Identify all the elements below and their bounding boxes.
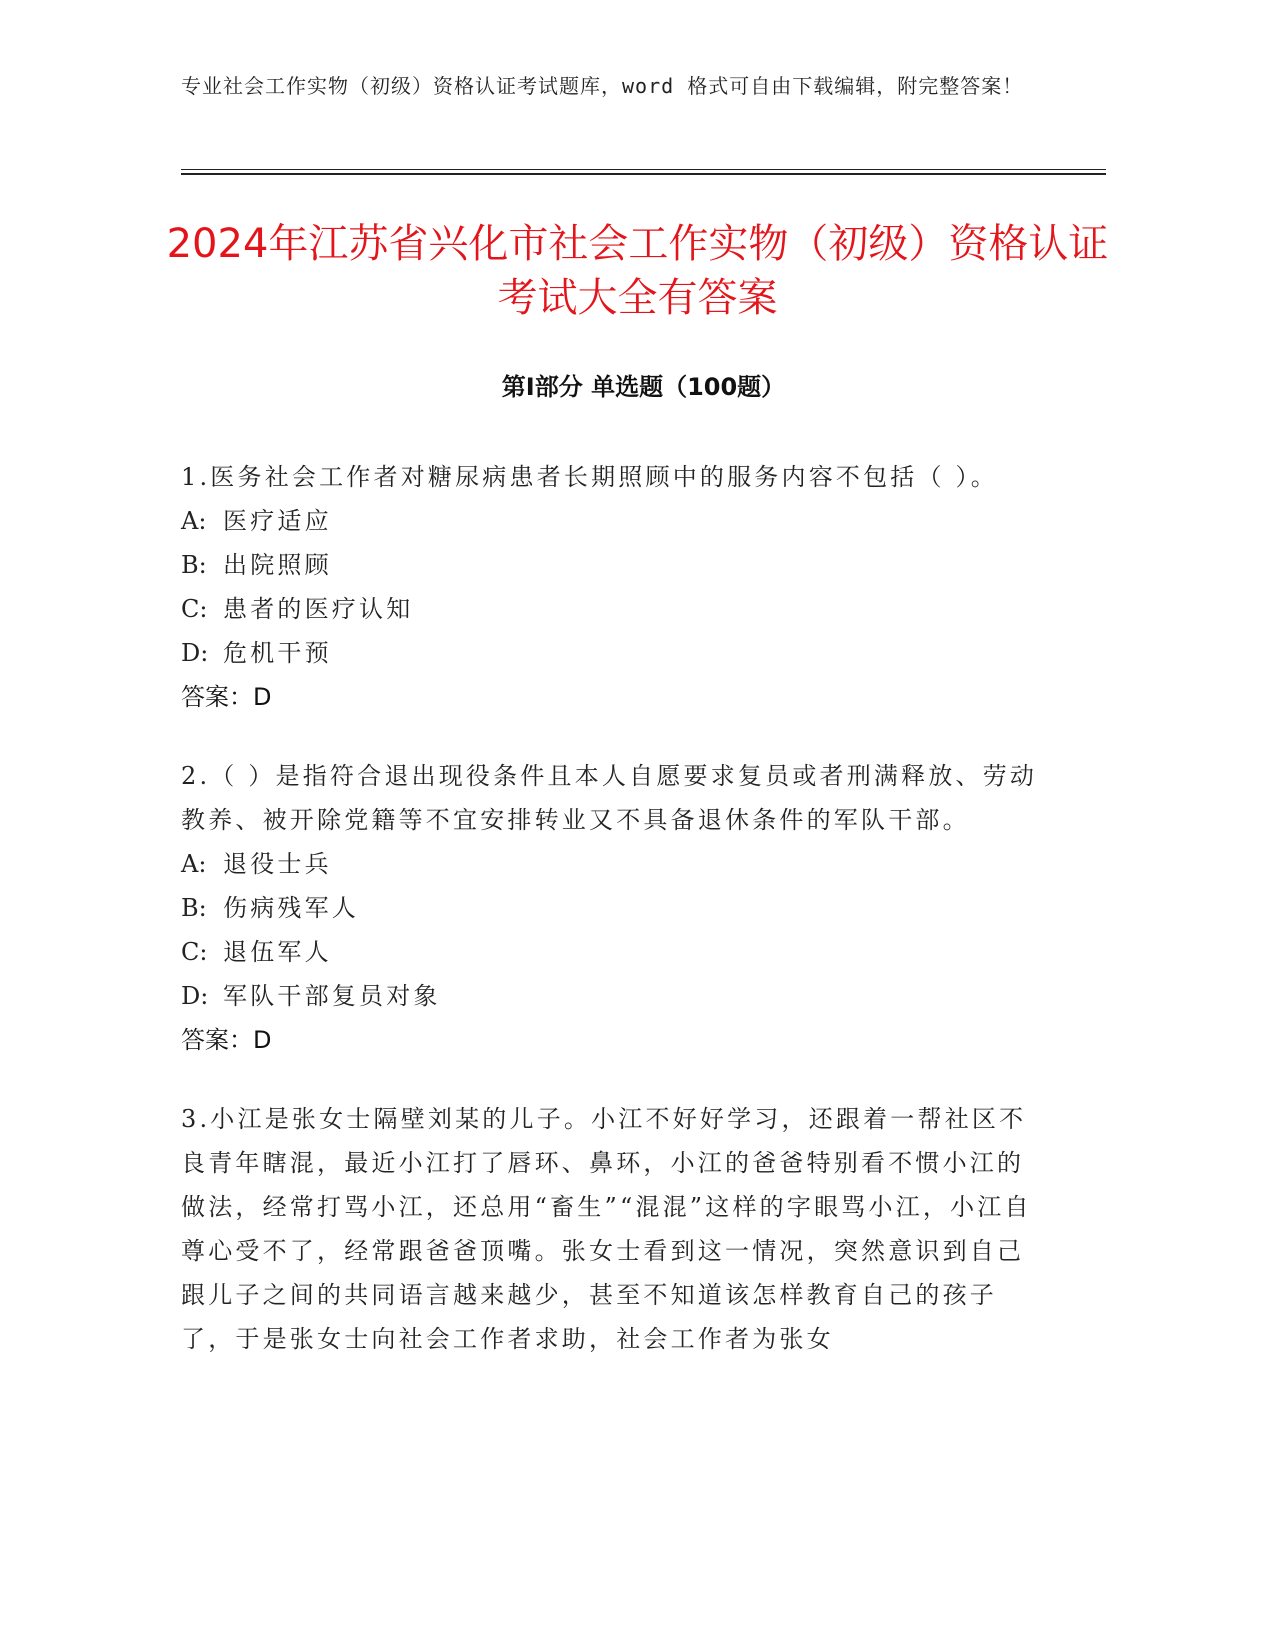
question-1 bbox=[181, 455, 1041, 719]
question-list bbox=[181, 455, 1041, 1396]
option-text: 医疗适应 bbox=[223, 507, 332, 535]
option-letter: B: bbox=[181, 551, 207, 579]
section-title: 第Ⅰ部分 单选题（100题） bbox=[501, 373, 786, 401]
answer-line: 答案：D bbox=[181, 683, 272, 711]
option-b bbox=[181, 886, 1041, 930]
question-2 bbox=[181, 754, 1041, 1062]
option-c bbox=[181, 930, 1041, 974]
option-text: 退役士兵 bbox=[223, 850, 332, 878]
option-letter: C: bbox=[181, 938, 208, 966]
question-stem: 3.小江是张女士隔壁刘某的儿子。小江不好好学习，还跟着一帮社区不良青年瞎混，最近小江打了唇环、鼻环，小江的爸爸特别看不惯小江的做法，经常打骂小江，还总用“畜生”“混混”这样的字眼骂小江，小江自尊心受不了，经常跟爸爸顶嘴。张女士看到这一情况，突然意识到自己跟儿子之间的共同语言越来越少，甚至不知道该怎样教育自己的孩子了，于是张女士向社会工作者求助，社会工作者为张女 bbox=[181, 1105, 1032, 1353]
answer-line: 答案：D bbox=[181, 1026, 272, 1054]
option-text: 伤病残军人 bbox=[223, 894, 359, 922]
option-a bbox=[181, 499, 1041, 543]
question-stem: 2.（ ）是指符合退出现役条件且本人自愿要求复员或者刑满释放、劳动教养、被开除党籍等不宜安排转业又不具备退休条件的军队干部。 bbox=[181, 762, 1038, 834]
option-letter: A: bbox=[181, 507, 207, 535]
option-text: 出院照顾 bbox=[223, 551, 332, 579]
header-rule-thin bbox=[181, 169, 1106, 170]
header-note: 专业社会工作实物（初级）资格认证考试题库，word 格式可自由下载编辑，附完整答案！ bbox=[181, 74, 1024, 98]
option-d bbox=[181, 974, 1041, 1018]
option-letter: A: bbox=[181, 850, 207, 878]
header-rule-thick bbox=[181, 173, 1106, 175]
option-letter: D: bbox=[181, 982, 209, 1010]
document-title: 2024年江苏省兴化市社会工作实物（初级）资格认证考试大全有答案 bbox=[166, 221, 1109, 321]
option-d bbox=[181, 631, 1041, 675]
option-b bbox=[181, 543, 1041, 587]
option-text: 危机干预 bbox=[223, 639, 332, 667]
option-letter: B: bbox=[181, 894, 207, 922]
option-letter: C: bbox=[181, 595, 208, 623]
question-3 bbox=[181, 1097, 1041, 1361]
option-text: 军队干部复员对象 bbox=[223, 982, 441, 1010]
option-text: 患者的医疗认知 bbox=[223, 595, 414, 623]
option-a bbox=[181, 842, 1041, 886]
option-text: 退伍军人 bbox=[223, 938, 332, 966]
option-c bbox=[181, 587, 1041, 631]
question-stem: 1.医务社会工作者对糖尿病患者长期照顾中的服务内容不包括（ ）。 bbox=[181, 463, 998, 491]
option-letter: D: bbox=[181, 639, 209, 667]
